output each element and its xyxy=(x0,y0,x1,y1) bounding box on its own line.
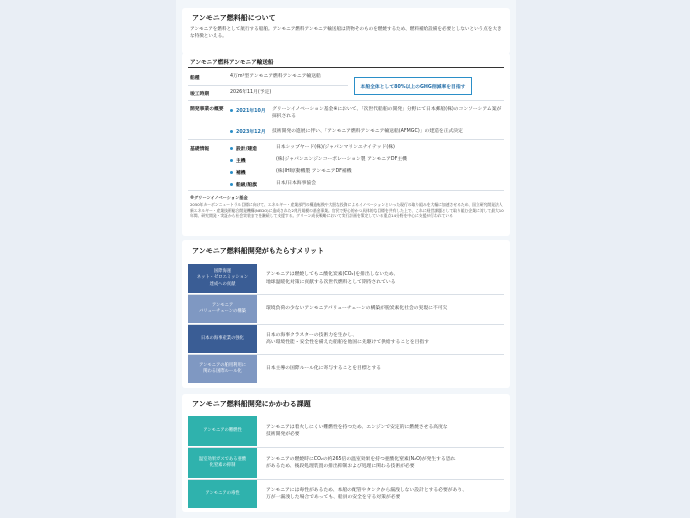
issue-text-2: アンモニアの燃焼時にCO₂の約265倍の温室効果を持つ亜酸化窒素(N₂O)が発生する恐れ があるため、後段処理装置の排出抑制および処理に関わる技術が必要 xyxy=(266,456,456,469)
row-value-delivery: 2026年11月(予定) xyxy=(230,90,272,95)
project-date-1: 2021年10月 xyxy=(236,109,266,114)
vessel-table-title: アンモニア燃料アンモニア輸送船 xyxy=(190,60,274,66)
project-text-1: グリーンイノベーション基金※において、「次世代船舶の開発」分野にて日本郵船(株)のコンソーシアム案が採択される xyxy=(272,107,502,119)
merit-label-4: アンモニアの舶用利用に 関わる国際ルール化 xyxy=(188,355,257,383)
issue-label-1: アンモニアの難燃性 xyxy=(188,416,257,446)
issues-title: アンモニア燃料船開発にかかわる課題 xyxy=(192,400,311,408)
row-key-ship: 船種 xyxy=(190,76,200,81)
ghg-badge: 本船全体として80%以上のGHG削減率を目指す xyxy=(354,77,472,95)
footnote-title: ※グリーンイノベーション基金 xyxy=(190,195,248,200)
divider xyxy=(188,190,504,191)
footnote-body: 2050年カーボンニュートラル目標に向けて、エネルギー・産業部門の構造転換や大胆な投資によるイノベーションといった現行の取り組みを大幅に加速させるため、国立研究開発法人新エネルギー・産業技術総合開発機構(NEDO)に造成された2兆円規模の基金事業。官民で野心的かつ具体的な目標を共有した上で、これに経営課題として取り組む企業に対して最大10年間、研究開発・実証から社会実装までを継続して支援する。グリーン成長戦略において実行計画を策定している重点14分野を中心に支援が行われている xyxy=(190,202,504,219)
bullet-icon xyxy=(230,171,233,174)
info-text-4: 日本/日本海事協会 xyxy=(276,181,316,186)
bullet-icon xyxy=(230,147,233,150)
info-label-3: 補機 xyxy=(236,171,246,176)
merits-title: アンモニア燃料船開発がもたらすメリット xyxy=(192,247,325,255)
info-label-4: 船級/船旗 xyxy=(236,183,257,188)
info-label-2: 主機 xyxy=(236,159,246,164)
bullet-icon xyxy=(230,130,233,133)
bullet-icon xyxy=(230,109,233,112)
info-label-1: 設計/建造 xyxy=(236,147,257,152)
merit-label-2: アンモニア バリューチェーンの構築 xyxy=(188,295,257,323)
issue-label-3: アンモニアの毒性 xyxy=(188,480,257,508)
merit-label-1: 国際海運 ネット・ゼロエミッション 達成への貢献 xyxy=(188,264,257,293)
about-title: アンモニア燃料船について xyxy=(192,14,276,22)
about-body: アンモニアを燃料として航行する船舶。アンモニア燃料アンモニア輸送船は貨物そのものを燃焼するため、燃料補給設備を必要としないという点を大きな特徴といえる。 xyxy=(190,27,502,40)
divider xyxy=(188,139,504,140)
merit-label-3: 日本の海事産業の強化 xyxy=(188,325,257,353)
row-value-ship: 4万m³型アンモニア燃料アンモニア輸送船 xyxy=(230,74,321,79)
issue-text-3: アンモニアには毒性があるため、本船の配管やタンクから漏洩しない設計とする必要があり、 万が一漏洩した場合であっても、船員の安全を守る対策が必要 xyxy=(266,487,467,500)
project-date-2: 2023年12月 xyxy=(236,130,266,135)
info-text-2: (株)ジャパンエンジンコーポレーション製 アンモニアDF主機 xyxy=(276,157,407,162)
issue-label-2: 温室効果ガスである亜酸 化窒素の抑制 xyxy=(188,448,257,478)
project-text-2: 技術開発の進展に伴い、「アンモニア燃料アンモニア輸送船(AFMGC)」の建造を正式決定 xyxy=(272,129,463,134)
row-key-project: 開発事業の概要 xyxy=(190,107,224,112)
info-text-1: 日本シップヤード(株)/ジャパンマリンユナイテッド(株) xyxy=(276,145,395,150)
row-key-delivery: 竣工時期 xyxy=(190,92,210,97)
bullet-icon xyxy=(230,159,233,162)
issue-text-1: アンモニアは着火しにくい難燃性を持つため、エンジンで安定的に燃焼させる高度な 技術開発が必要 xyxy=(266,424,448,437)
merit-text-4: 日本主導の国際ルール化に寄与することを目標とする xyxy=(266,366,382,372)
merit-text-1: アンモニアは燃焼してもニ酸化炭素(CO₂)を排出しないため、 地球温暖化対策に貢献する次世代燃料として期待されている xyxy=(266,272,399,285)
bullet-icon xyxy=(230,183,233,186)
info-text-3: (株)IHI原動機製 アンモニアDF補機 xyxy=(276,169,352,174)
row-key-info: 基礎情報 xyxy=(190,147,210,152)
merit-text-3: 日本の海事クラスターの技術力を生かし、 高い環境性能・安全性を備えた船舶を他国に先駆けて供給することを目指す xyxy=(266,332,430,345)
divider xyxy=(188,85,348,86)
divider xyxy=(188,100,504,101)
merit-text-2: 環境負荷の少ないアンモニアバリューチェーンの構築が脱炭素化社会の実現に不可欠 xyxy=(266,306,448,312)
divider xyxy=(188,67,504,68)
